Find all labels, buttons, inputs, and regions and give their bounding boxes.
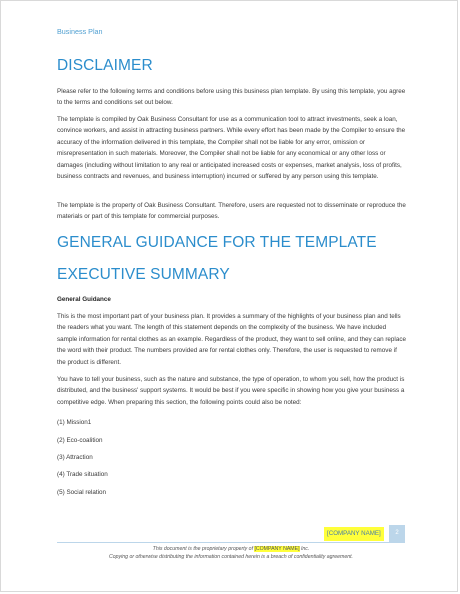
footer-note-suffix: Inc. xyxy=(299,546,310,552)
list-item: (2) Eco-coalition xyxy=(57,437,103,444)
disclaimer-paragraph-2: The template is compiled by Oak Business Consultant for use as a communication tool to attract investments, seek a loan, convince workers, and assist in attracting business partners. While every effort has been made by the Compiler to ensure the accuracy of the information delivered in this template, the Compiler shall not be liable for any error, omission or misrepresentation in such materials. Moreover, the Compiler shall not be liable for any economical or any other loss or damages (including without limitation to any real or anticipated increased costs or expenses, market analysis, loss of profits, business contracts and revenues, and business interruption) incurred or suffered by any person using this template. xyxy=(57,116,406,181)
disclaimer-heading: DISCLAIMER xyxy=(57,57,153,74)
list-item: (3) Attraction xyxy=(57,454,93,461)
list-item: (5) Social relation xyxy=(57,489,106,496)
general-guidance-subheading: General Guidance xyxy=(57,296,111,303)
page-number: 2 xyxy=(389,525,405,542)
executive-paragraph-1: This is the most important part of your business plan. It provides a summary of the highlights of your business plan and tells the readers what you want. The length of this statement depends on the complexity of the business. We have included sample information for rental clothes as an example. Regardless of the product, they want to sell online, and they can replace the word with their product. The numbers provided are for rental clothes only. Therefore, the user is requested to remove if the product is different. xyxy=(57,313,406,366)
footer-note-line-2: Copying or otherwise distributing the information contained herein is a breach of confidentiality agreement. xyxy=(109,554,353,560)
footer-note-line-1 xyxy=(57,546,405,552)
disclaimer-paragraph-1: Please refer to the following terms and conditions before using this business plan template. By using this template, you agree to the terms and conditions set out below. xyxy=(57,88,406,107)
footer-note-prefix: This document is the proprietary property of xyxy=(152,546,255,552)
executive-summary-heading: EXECUTIVE SUMMARY xyxy=(57,266,230,283)
footer-divider xyxy=(57,542,405,543)
executive-paragraph-2: You have to tell your business, such as the nature and substance, the type of operation, to whom you sell, how the product is distributed, and the business' support systems. It would be best if you were specific in showing how you give your business a competitive edge. When preparing this section, the following points could also be noted: xyxy=(57,376,405,406)
running-header: Business Plan xyxy=(57,27,103,36)
guidance-heading: GENERAL GUIDANCE FOR THE TEMPLATE xyxy=(57,234,377,251)
footer-company-name: [COMPANY NAME] xyxy=(324,527,384,541)
list-item: (1) Mission1 xyxy=(57,419,92,426)
list-item: (4) Trade situation xyxy=(57,471,108,478)
footer-note-company: [COMPANY NAME] xyxy=(254,546,300,552)
disclaimer-paragraph-3: The template is the property of Oak Business Consultant. Therefore, users are requested not to disseminate or reproduce the materials or part of this template for commercial purposes. xyxy=(57,202,406,221)
